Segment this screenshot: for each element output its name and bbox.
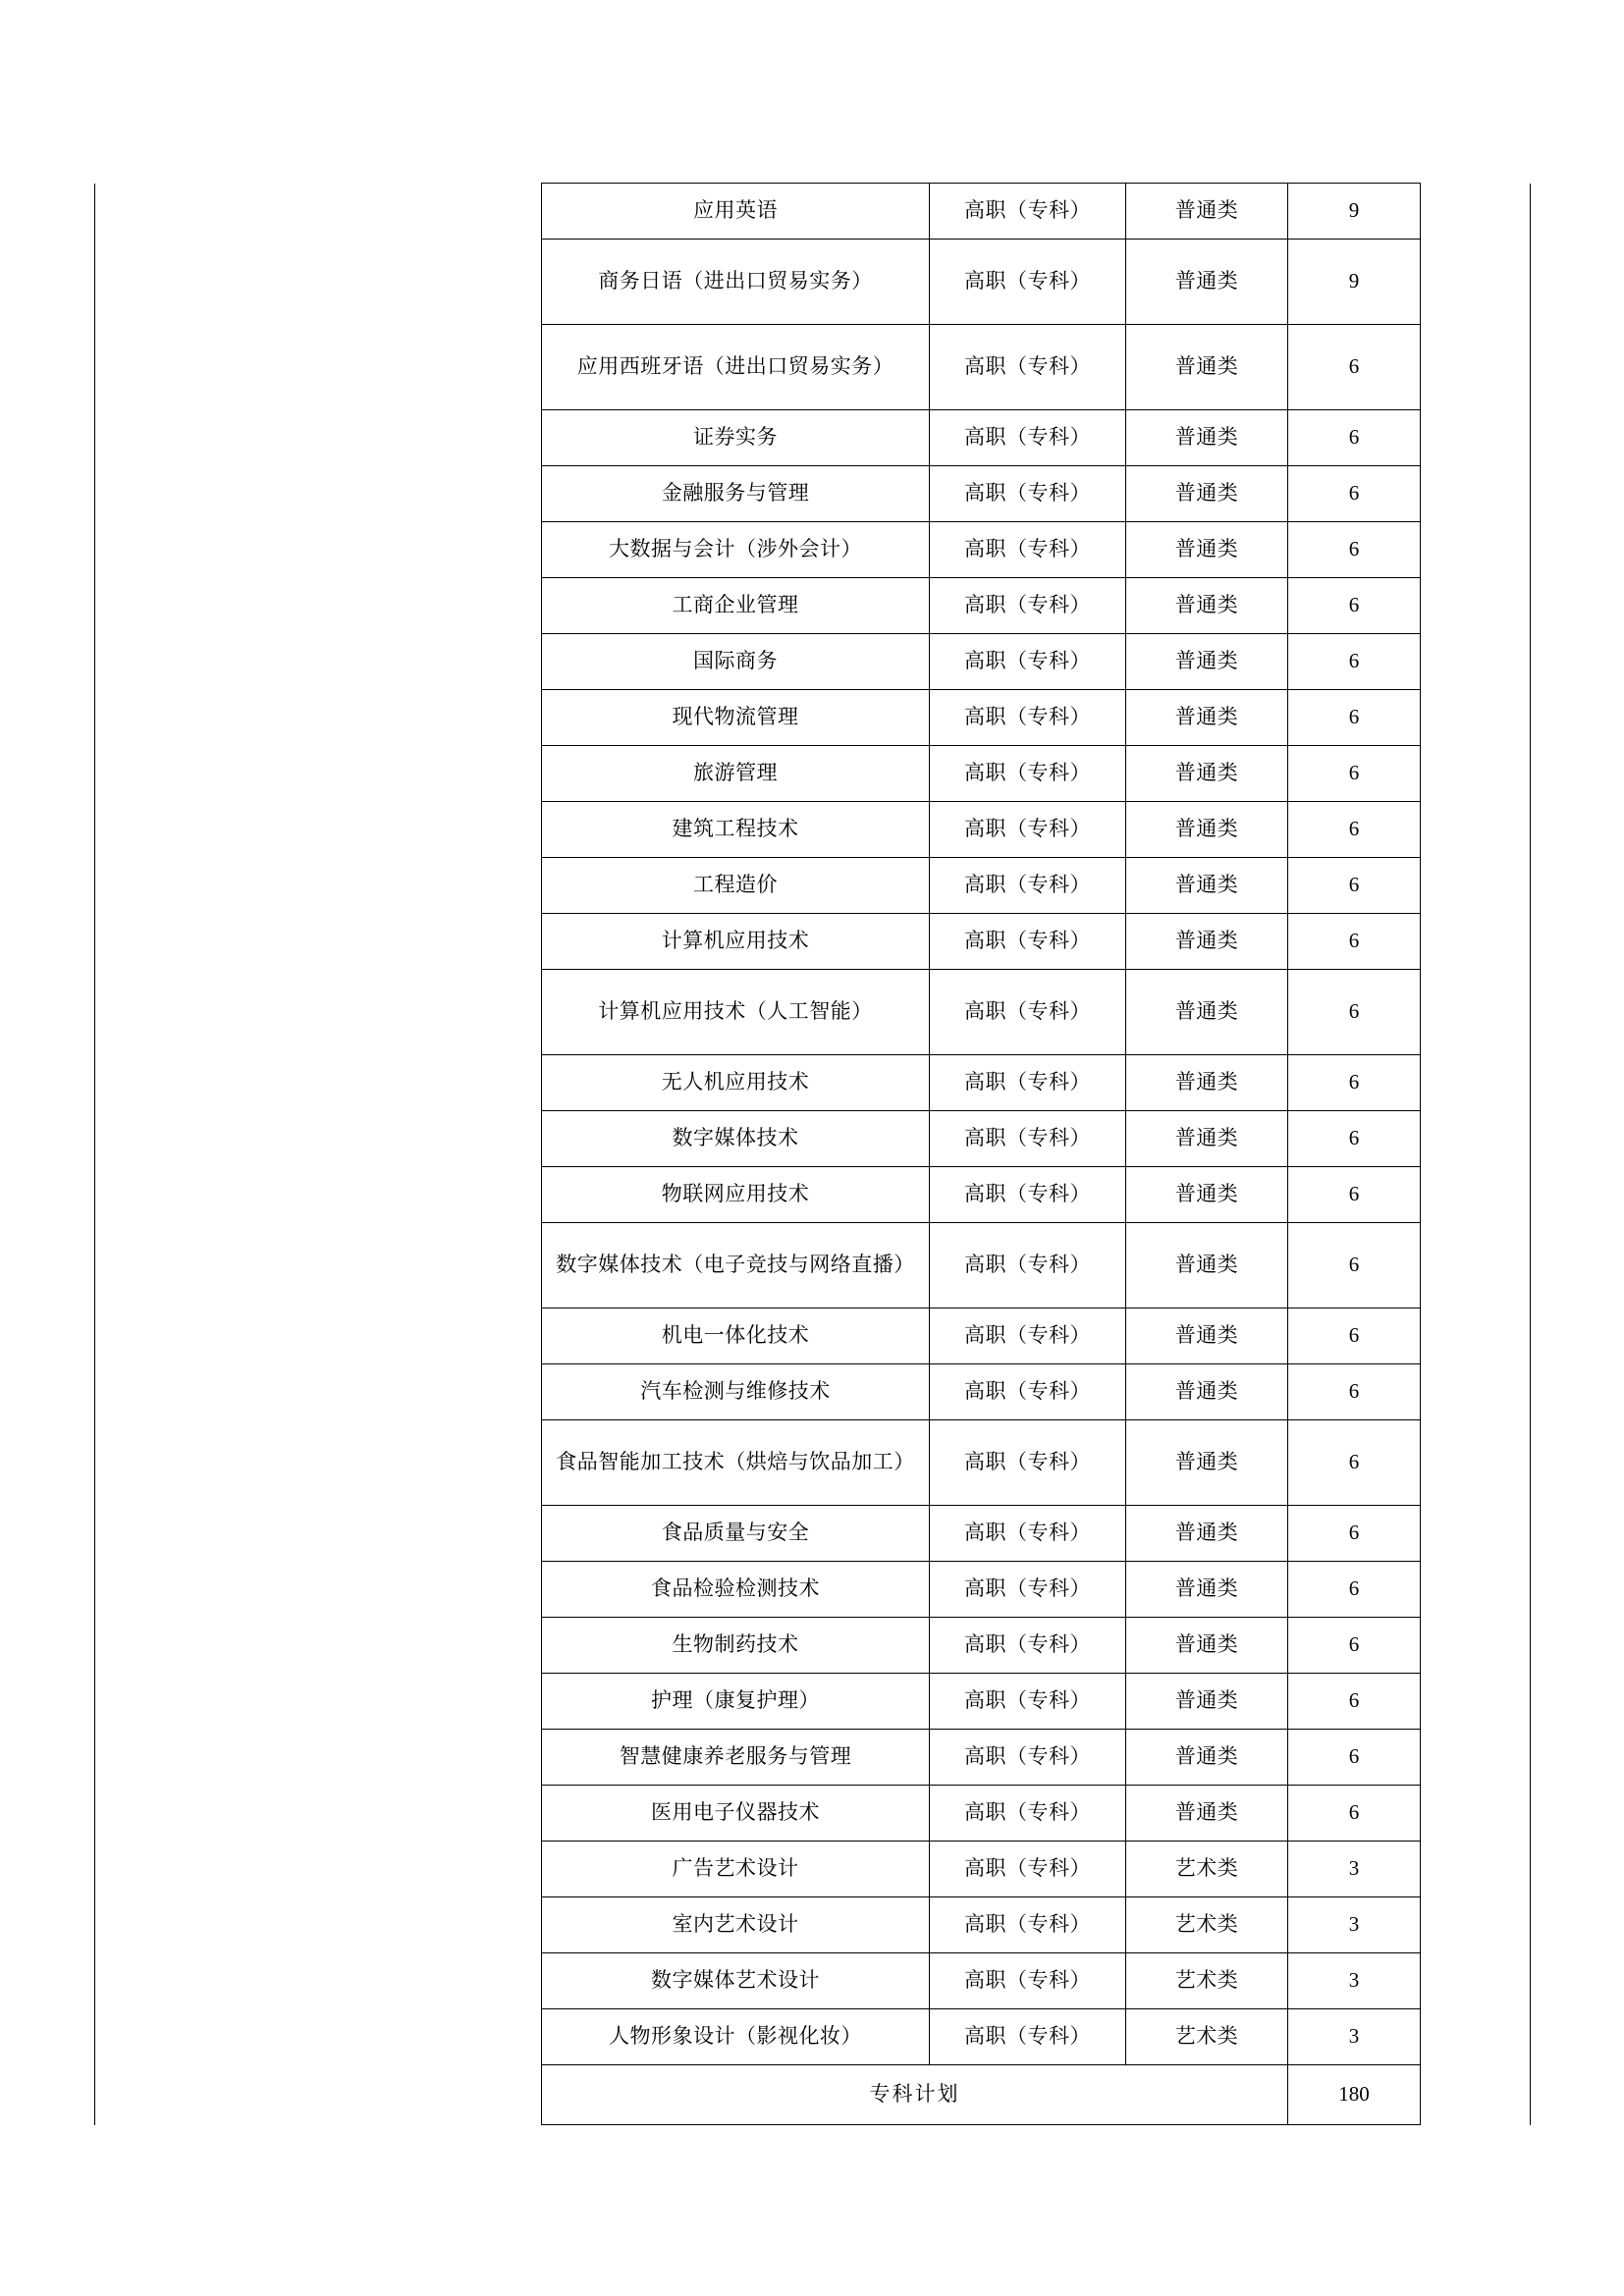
row-trailing-blank-cell [1421, 410, 1531, 466]
subject-category-cell: 普通类 [1126, 634, 1288, 690]
plan-quota-cell: 6 [1288, 1420, 1421, 1506]
major-name-cell: 无人机应用技术 [542, 1055, 930, 1111]
row-leading-blank-cell [95, 1364, 542, 1420]
subject-category-cell: 普通类 [1126, 1167, 1288, 1223]
subject-category-cell: 普通类 [1126, 578, 1288, 634]
education-level-cell: 高职（专科） [930, 578, 1126, 634]
plan-quota-cell: 6 [1288, 1111, 1421, 1167]
major-name-cell: 食品检验检测技术 [542, 1562, 930, 1618]
subject-category-cell: 普通类 [1126, 1055, 1288, 1111]
major-name-cell: 广告艺术设计 [542, 1842, 930, 1897]
major-name-cell: 大数据与会计（涉外会计） [542, 522, 930, 578]
education-level-cell: 高职（专科） [930, 1364, 1126, 1420]
education-level-cell: 高职（专科） [930, 914, 1126, 970]
row-trailing-blank-cell [1421, 1730, 1531, 1786]
row-leading-blank-cell [95, 914, 542, 970]
row-trailing-blank-cell [1421, 1786, 1531, 1842]
education-level-cell: 高职（专科） [930, 184, 1126, 240]
major-name-cell: 医用电子仪器技术 [542, 1786, 930, 1842]
row-leading-blank-cell [95, 240, 542, 325]
education-level-cell: 高职（专科） [930, 410, 1126, 466]
row-trailing-blank-cell [1421, 1674, 1531, 1730]
education-level-cell: 高职（专科） [930, 1308, 1126, 1364]
major-name-cell: 计算机应用技术（人工智能） [542, 970, 930, 1055]
row-trailing-blank-cell [1421, 1111, 1531, 1167]
row-trailing-blank-cell [1421, 325, 1531, 410]
education-level-cell: 高职（专科） [930, 1562, 1126, 1618]
plan-quota-cell: 3 [1288, 2009, 1421, 2065]
subject-category-cell: 普通类 [1126, 325, 1288, 410]
major-name-cell: 应用英语 [542, 184, 930, 240]
plan-quota-cell: 6 [1288, 1364, 1421, 1420]
plan-quota-cell: 6 [1288, 466, 1421, 522]
major-name-cell: 工程造价 [542, 858, 930, 914]
education-level-cell: 高职（专科） [930, 1953, 1126, 2009]
plan-quota-cell: 6 [1288, 522, 1421, 578]
row-leading-blank-cell [95, 1055, 542, 1111]
table-row [95, 746, 1531, 802]
major-name-cell: 现代物流管理 [542, 690, 930, 746]
subject-category-cell: 普通类 [1126, 184, 1288, 240]
education-level-cell: 高职（专科） [930, 522, 1126, 578]
education-level-cell: 高职（专科） [930, 1506, 1126, 1562]
plan-quota-cell: 6 [1288, 1308, 1421, 1364]
subject-category-cell: 普通类 [1126, 1674, 1288, 1730]
table-row [95, 914, 1531, 970]
subject-category-cell: 艺术类 [1126, 1842, 1288, 1897]
row-leading-blank-cell [95, 1842, 542, 1897]
table-row [95, 634, 1531, 690]
row-leading-blank-cell [95, 634, 542, 690]
row-leading-blank-cell [95, 858, 542, 914]
row-trailing-blank-cell [1421, 578, 1531, 634]
plan-quota-cell: 6 [1288, 746, 1421, 802]
education-level-cell: 高职（专科） [930, 690, 1126, 746]
row-leading-blank-cell [95, 1953, 542, 2009]
row-leading-blank-cell [95, 1897, 542, 1953]
education-level-cell: 高职（专科） [930, 1674, 1126, 1730]
subject-category-cell: 普通类 [1126, 410, 1288, 466]
education-level-cell: 高职（专科） [930, 240, 1126, 325]
major-name-cell: 人物形象设计（影视化妆） [542, 2009, 930, 2065]
table-body [95, 184, 1531, 2125]
table-row [95, 1055, 1531, 1111]
subject-category-cell: 艺术类 [1126, 1897, 1288, 1953]
subject-category-cell: 普通类 [1126, 1420, 1288, 1506]
major-name-cell: 工商企业管理 [542, 578, 930, 634]
row-trailing-blank-cell [1421, 634, 1531, 690]
row-leading-blank-cell [95, 1308, 542, 1364]
plan-quota-cell: 6 [1288, 802, 1421, 858]
row-trailing-blank-cell [1421, 1842, 1531, 1897]
row-leading-blank-cell [95, 325, 542, 410]
major-name-cell: 应用西班牙语（进出口贸易实务） [542, 325, 930, 410]
subject-category-cell: 普通类 [1126, 522, 1288, 578]
table-row [95, 1364, 1531, 1420]
table-row [95, 1167, 1531, 1223]
plan-quota-cell: 6 [1288, 1674, 1421, 1730]
row-trailing-blank-cell [1421, 1223, 1531, 1308]
row-trailing-blank-cell [1421, 802, 1531, 858]
subject-category-cell: 艺术类 [1126, 1953, 1288, 2009]
subject-category-cell: 普通类 [1126, 1562, 1288, 1618]
subject-category-cell: 普通类 [1126, 1364, 1288, 1420]
major-name-cell: 室内艺术设计 [542, 1897, 930, 1953]
row-trailing-blank-cell [1421, 1953, 1531, 2009]
plan-quota-cell: 3 [1288, 1897, 1421, 1953]
row-leading-blank-cell [95, 1562, 542, 1618]
plan-quota-cell: 6 [1288, 1223, 1421, 1308]
education-level-cell: 高职（专科） [930, 1167, 1126, 1223]
subject-category-cell: 普通类 [1126, 1786, 1288, 1842]
row-trailing-blank-cell [1421, 914, 1531, 970]
table-row [95, 2009, 1531, 2065]
table-row [95, 690, 1531, 746]
row-leading-blank-cell [95, 1506, 542, 1562]
plan-quota-cell: 6 [1288, 1786, 1421, 1842]
major-name-cell: 机电一体化技术 [542, 1308, 930, 1364]
row-trailing-blank-cell [1421, 1167, 1531, 1223]
table-row [95, 522, 1531, 578]
subject-category-cell: 普通类 [1126, 1223, 1288, 1308]
plan-quota-cell: 6 [1288, 634, 1421, 690]
row-trailing-blank-cell [1421, 184, 1531, 240]
row-trailing-blank-cell [1421, 2009, 1531, 2065]
table-row [95, 184, 1531, 240]
plan-quota-cell: 6 [1288, 1055, 1421, 1111]
enrollment-plan-table [94, 183, 1531, 2125]
row-leading-blank-cell [95, 1674, 542, 1730]
plan-quota-cell: 6 [1288, 1730, 1421, 1786]
plan-quota-cell: 6 [1288, 325, 1421, 410]
subject-category-cell: 普通类 [1126, 1308, 1288, 1364]
table-row [95, 1730, 1531, 1786]
major-name-cell: 食品智能加工技术（烘焙与饮品加工） [542, 1420, 930, 1506]
plan-quota-cell: 9 [1288, 240, 1421, 325]
major-name-cell: 旅游管理 [542, 746, 930, 802]
major-name-cell: 计算机应用技术 [542, 914, 930, 970]
major-name-cell: 物联网应用技术 [542, 1167, 930, 1223]
row-leading-blank-cell [95, 970, 542, 1055]
table-row [95, 970, 1531, 1055]
subject-category-cell: 普通类 [1126, 1618, 1288, 1674]
row-leading-blank-cell [95, 522, 542, 578]
subject-category-cell: 普通类 [1126, 240, 1288, 325]
major-name-cell: 国际商务 [542, 634, 930, 690]
row-leading-blank-cell [95, 1167, 542, 1223]
plan-quota-cell: 6 [1288, 858, 1421, 914]
table-row [95, 1562, 1531, 1618]
row-trailing-blank-cell [1421, 1364, 1531, 1420]
education-level-cell: 高职（专科） [930, 1897, 1126, 1953]
summary-label: 专科计划 [542, 2065, 1288, 2125]
row-leading-blank-cell [95, 1730, 542, 1786]
subject-category-cell: 普通类 [1126, 466, 1288, 522]
table-row [95, 240, 1531, 325]
education-level-cell: 高职（专科） [930, 634, 1126, 690]
table-row [95, 466, 1531, 522]
row-trailing-blank-cell [1421, 1562, 1531, 1618]
table-row [95, 1308, 1531, 1364]
major-name-cell: 建筑工程技术 [542, 802, 930, 858]
major-name-cell: 生物制药技术 [542, 1618, 930, 1674]
row-trailing-blank-cell [1421, 970, 1531, 1055]
major-name-cell: 数字媒体技术 [542, 1111, 930, 1167]
row-trailing-blank-cell [1421, 858, 1531, 914]
row-leading-blank-cell [95, 466, 542, 522]
education-level-cell: 高职（专科） [930, 1111, 1126, 1167]
plan-quota-cell: 6 [1288, 970, 1421, 1055]
table-row [95, 1674, 1531, 1730]
row-trailing-blank-cell [1421, 1506, 1531, 1562]
plan-quota-cell: 3 [1288, 1842, 1421, 1897]
subject-category-cell: 普通类 [1126, 1730, 1288, 1786]
row-trailing-blank-cell [1421, 690, 1531, 746]
education-level-cell: 高职（专科） [930, 1730, 1126, 1786]
table-row [95, 1786, 1531, 1842]
row-leading-blank-cell [95, 802, 542, 858]
table-row [95, 802, 1531, 858]
plan-quota-cell: 6 [1288, 1618, 1421, 1674]
major-name-cell: 证券实务 [542, 410, 930, 466]
plan-quota-cell: 6 [1288, 1167, 1421, 1223]
row-trailing-blank-cell [1421, 240, 1531, 325]
subject-category-cell: 普通类 [1126, 746, 1288, 802]
plan-quota-cell: 6 [1288, 410, 1421, 466]
row-leading-blank-cell [95, 410, 542, 466]
major-name-cell: 智慧健康养老服务与管理 [542, 1730, 930, 1786]
table-row [95, 858, 1531, 914]
education-level-cell: 高职（专科） [930, 970, 1126, 1055]
education-level-cell: 高职（专科） [930, 746, 1126, 802]
table-row [95, 1111, 1531, 1167]
subject-category-cell: 普通类 [1126, 858, 1288, 914]
subject-category-cell: 普通类 [1126, 914, 1288, 970]
summary-total: 180 [1288, 2065, 1421, 2125]
row-leading-blank-cell [95, 578, 542, 634]
education-level-cell: 高职（专科） [930, 466, 1126, 522]
major-name-cell: 护理（康复护理） [542, 1674, 930, 1730]
table-row [95, 1897, 1531, 1953]
subject-category-cell: 普通类 [1126, 1506, 1288, 1562]
plan-quota-cell: 6 [1288, 1562, 1421, 1618]
plan-quota-cell: 6 [1288, 578, 1421, 634]
row-leading-blank-cell [95, 1618, 542, 1674]
row-leading-blank-cell [95, 1786, 542, 1842]
row-trailing-blank-cell [1421, 1308, 1531, 1364]
table-row [95, 1223, 1531, 1308]
subject-category-cell: 普通类 [1126, 970, 1288, 1055]
education-level-cell: 高职（专科） [930, 1420, 1126, 1506]
major-name-cell: 数字媒体艺术设计 [542, 1953, 930, 2009]
plan-quota-cell: 6 [1288, 1506, 1421, 1562]
major-name-cell: 金融服务与管理 [542, 466, 930, 522]
education-level-cell: 高职（专科） [930, 325, 1126, 410]
row-trailing-blank-cell [1421, 522, 1531, 578]
major-name-cell: 商务日语（进出口贸易实务） [542, 240, 930, 325]
table-row [95, 578, 1531, 634]
major-name-cell: 汽车检测与维修技术 [542, 1364, 930, 1420]
education-level-cell: 高职（专科） [930, 858, 1126, 914]
row-leading-blank-cell [95, 1111, 542, 1167]
table-row [95, 325, 1531, 410]
row-trailing-blank-cell [1421, 1420, 1531, 1506]
education-level-cell: 高职（专科） [930, 1055, 1126, 1111]
subject-category-cell: 普通类 [1126, 802, 1288, 858]
plan-quota-cell: 3 [1288, 1953, 1421, 2009]
education-level-cell: 高职（专科） [930, 1223, 1126, 1308]
plan-quota-cell: 6 [1288, 690, 1421, 746]
table-row [95, 1618, 1531, 1674]
summary-trailing-blank-cell [1421, 2065, 1531, 2125]
education-level-cell: 高职（专科） [930, 802, 1126, 858]
education-level-cell: 高职（专科） [930, 1842, 1126, 1897]
row-trailing-blank-cell [1421, 746, 1531, 802]
row-trailing-blank-cell [1421, 1055, 1531, 1111]
table-row [95, 1506, 1531, 1562]
education-level-cell: 高职（专科） [930, 1786, 1126, 1842]
row-leading-blank-cell [95, 690, 542, 746]
row-trailing-blank-cell [1421, 1897, 1531, 1953]
summary-row [95, 2065, 1531, 2125]
table-row [95, 410, 1531, 466]
major-name-cell: 食品质量与安全 [542, 1506, 930, 1562]
major-name-cell: 数字媒体技术（电子竞技与网络直播） [542, 1223, 930, 1308]
subject-category-cell: 普通类 [1126, 1111, 1288, 1167]
summary-leading-blank-cell [95, 2065, 542, 2125]
subject-category-cell: 普通类 [1126, 690, 1288, 746]
table-row [95, 1953, 1531, 2009]
row-trailing-blank-cell [1421, 466, 1531, 522]
subject-category-cell: 艺术类 [1126, 2009, 1288, 2065]
row-leading-blank-cell [95, 1223, 542, 1308]
table-row [95, 1420, 1531, 1506]
plan-quota-cell: 9 [1288, 184, 1421, 240]
education-level-cell: 高职（专科） [930, 1618, 1126, 1674]
row-leading-blank-cell [95, 746, 542, 802]
row-trailing-blank-cell [1421, 1618, 1531, 1674]
row-leading-blank-cell [95, 1420, 542, 1506]
education-level-cell: 高职（专科） [930, 2009, 1126, 2065]
row-leading-blank-cell [95, 2009, 542, 2065]
row-leading-blank-cell [95, 184, 542, 240]
table-row [95, 1842, 1531, 1897]
plan-quota-cell: 6 [1288, 914, 1421, 970]
